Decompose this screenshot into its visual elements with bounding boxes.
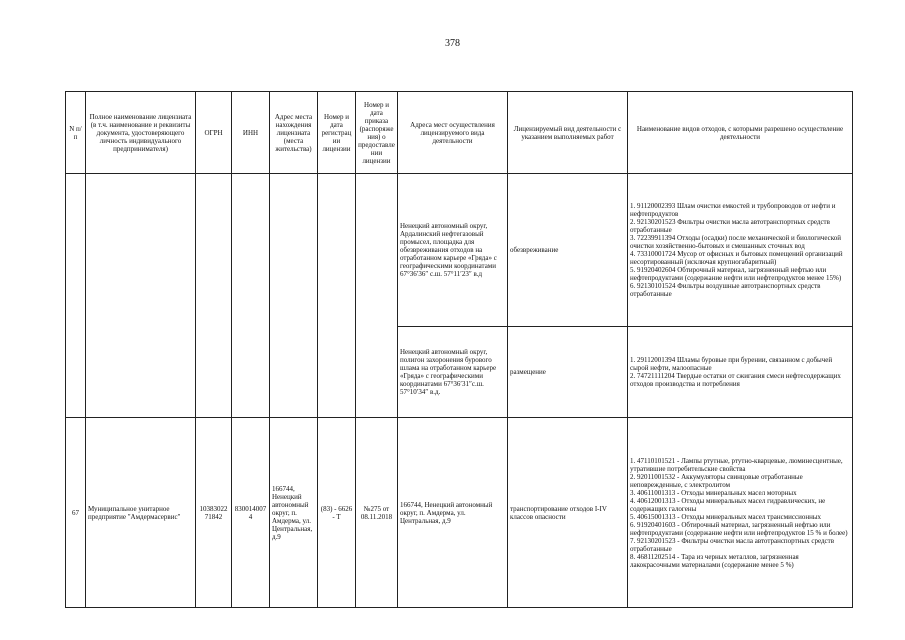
cell-address: 166744, Ненецкий автономный округ, п. Амдерма, ул. Центральная, д.9 bbox=[270, 418, 318, 608]
cell-registration: (83) - 6626 - Т bbox=[318, 418, 356, 608]
page-number: 378 bbox=[445, 38, 460, 49]
waste-item: 4. 73310001724 Мусор от офисных и бытовых помещений организаций несортированный (исключая крупногабаритный) bbox=[630, 250, 843, 266]
waste-item: 1. 91120002393 Шлам очистки емкостей и трубопроводов от нефти и нефтепродуктов bbox=[630, 202, 836, 218]
cell-wastes bbox=[628, 174, 853, 327]
waste-item: 7. 92130201523 - Фильтры очистки масла автотранспортных средств отработанные bbox=[630, 536, 835, 553]
waste-item: 5. 91920402604 Обтирочный материал, загрязненный нефтью или нефтепродуктами (содержание нефти или нефтепродуктов менее 15%) bbox=[630, 266, 842, 282]
table-row bbox=[66, 418, 853, 608]
col-header-num: N п/п bbox=[66, 92, 86, 174]
waste-item: 1. 29112001394 Шламы буровые при бурении, связанном с добычей сырой нефти, малоопасные bbox=[630, 356, 833, 372]
waste-item: 3. 40611001313 - Отходы минеральных масел моторных bbox=[630, 488, 797, 497]
cell-wastes bbox=[628, 327, 853, 418]
col-header-activity-address: Адреса мест осуществления лицензируемого вида деятельности bbox=[398, 92, 508, 174]
waste-item: 6. 91920401603 - Обтирочный материал, загрязненный нефтью или нефтепродуктами (содержание нефти или нефтепродуктов 15 % и более) bbox=[630, 520, 848, 537]
waste-item: 2. 92011001532 - Аккумуляторы свинцовые отработанные неповрежденные, с электролитом bbox=[630, 472, 803, 489]
cell-activity: обезвреживание bbox=[508, 174, 628, 327]
waste-item: 2. 92130201523 Фильтры очистки масла автотранспортных средств отработанные bbox=[630, 218, 830, 234]
cell-inn-empty bbox=[232, 174, 270, 418]
cell-activity-address: Ненецкий автономный округ, полигон захоронения бурового шлама на отработанном карьере «Гряда» с географическими координатами 67°36′31″с.ш. 57°10′34″ в.д. bbox=[398, 327, 508, 418]
col-header-licensee-name: Полное наименование лицензиата (в т.ч. наименование и реквизиты документа, удостоверяющего личность индивидуального предпринимателя) bbox=[86, 92, 196, 174]
col-header-inn: ИНН bbox=[232, 92, 270, 174]
cell-activity: размещение bbox=[508, 327, 628, 418]
cell-activity-address: Ненецкий автономный округ, Ардалинский нефтегазовый промысел, площадка для обезвреживания отходов на отработанном карьере «Гряда» с географическими координатами 67°36′36″ с.ш. 57°11′23″ в.д bbox=[398, 174, 508, 327]
cell-activity: транспортирование отходов I-IV классов опасности bbox=[508, 418, 628, 608]
table-row bbox=[66, 174, 853, 327]
cell-order-empty bbox=[356, 174, 398, 418]
cell-wastes bbox=[628, 418, 853, 608]
license-register-table bbox=[65, 91, 853, 608]
col-header-ogrn: ОГРН bbox=[196, 92, 232, 174]
col-header-activity: Лицензируемый вид деятельности с указанием выполняемых работ bbox=[508, 92, 628, 174]
waste-item: 1. 47110101521 - Лампы ртутные, ртутно-кварцевые, люминесцентные, утратившие потребительские свойства bbox=[630, 456, 843, 473]
cell-registration-empty bbox=[318, 174, 356, 418]
col-header-registration: Номер и дата регистрации лицензии bbox=[318, 92, 356, 174]
cell-licensee-name: Муниципальное унитарное предприятие "Амдермасервис" bbox=[86, 418, 196, 608]
cell-activity-address: 166744, Ненецкий автономный округ, п. Амдерма, ул. Центральная, д.9 bbox=[398, 418, 508, 608]
col-header-order: Номер и дата приказа (распоряжения) о предоставлении лицензии bbox=[356, 92, 398, 174]
waste-item: 3. 72239911394 Отходы (осадки) после механической и биологической очистки хозяйственно-бытовых и смешанных сточных вод bbox=[630, 234, 842, 250]
waste-item: 2. 74721111204 Твердые остатки от сжигания смеси нефтесодержащих отходов производства и потребления bbox=[630, 372, 841, 388]
table-header-row bbox=[66, 92, 853, 174]
waste-item: 4. 40612001313 - Отходы минеральных масел гидравлических, не содержащих галогены bbox=[630, 496, 826, 513]
cell-address-empty bbox=[270, 174, 318, 418]
cell-name-empty bbox=[86, 174, 196, 418]
cell-num: 67 bbox=[66, 418, 86, 608]
cell-order: №275 от 08.11.2018 bbox=[356, 418, 398, 608]
cell-ogrn-empty bbox=[196, 174, 232, 418]
waste-item: 5. 40615001313 - Отходы минеральных масел трансмиссионных bbox=[630, 512, 822, 521]
waste-item: 8. 46811202514 - Тара из черных металлов, загрязненная лакокрасочными материалами (содержание менее 5 %) bbox=[630, 552, 799, 569]
col-header-wastes: Наименование видов отходов, с которыми разрешено осуществление деятельности bbox=[628, 92, 853, 174]
cell-num-empty bbox=[66, 174, 86, 418]
col-header-address: Адрес места нахождения лицензиата (места жительства) bbox=[270, 92, 318, 174]
waste-item: 6. 92130101524 Фильтры воздушные автотранспортных средств отработанные bbox=[630, 282, 821, 298]
cell-ogrn: 1038302271842 bbox=[196, 418, 232, 608]
cell-inn: 8300140074 bbox=[232, 418, 270, 608]
